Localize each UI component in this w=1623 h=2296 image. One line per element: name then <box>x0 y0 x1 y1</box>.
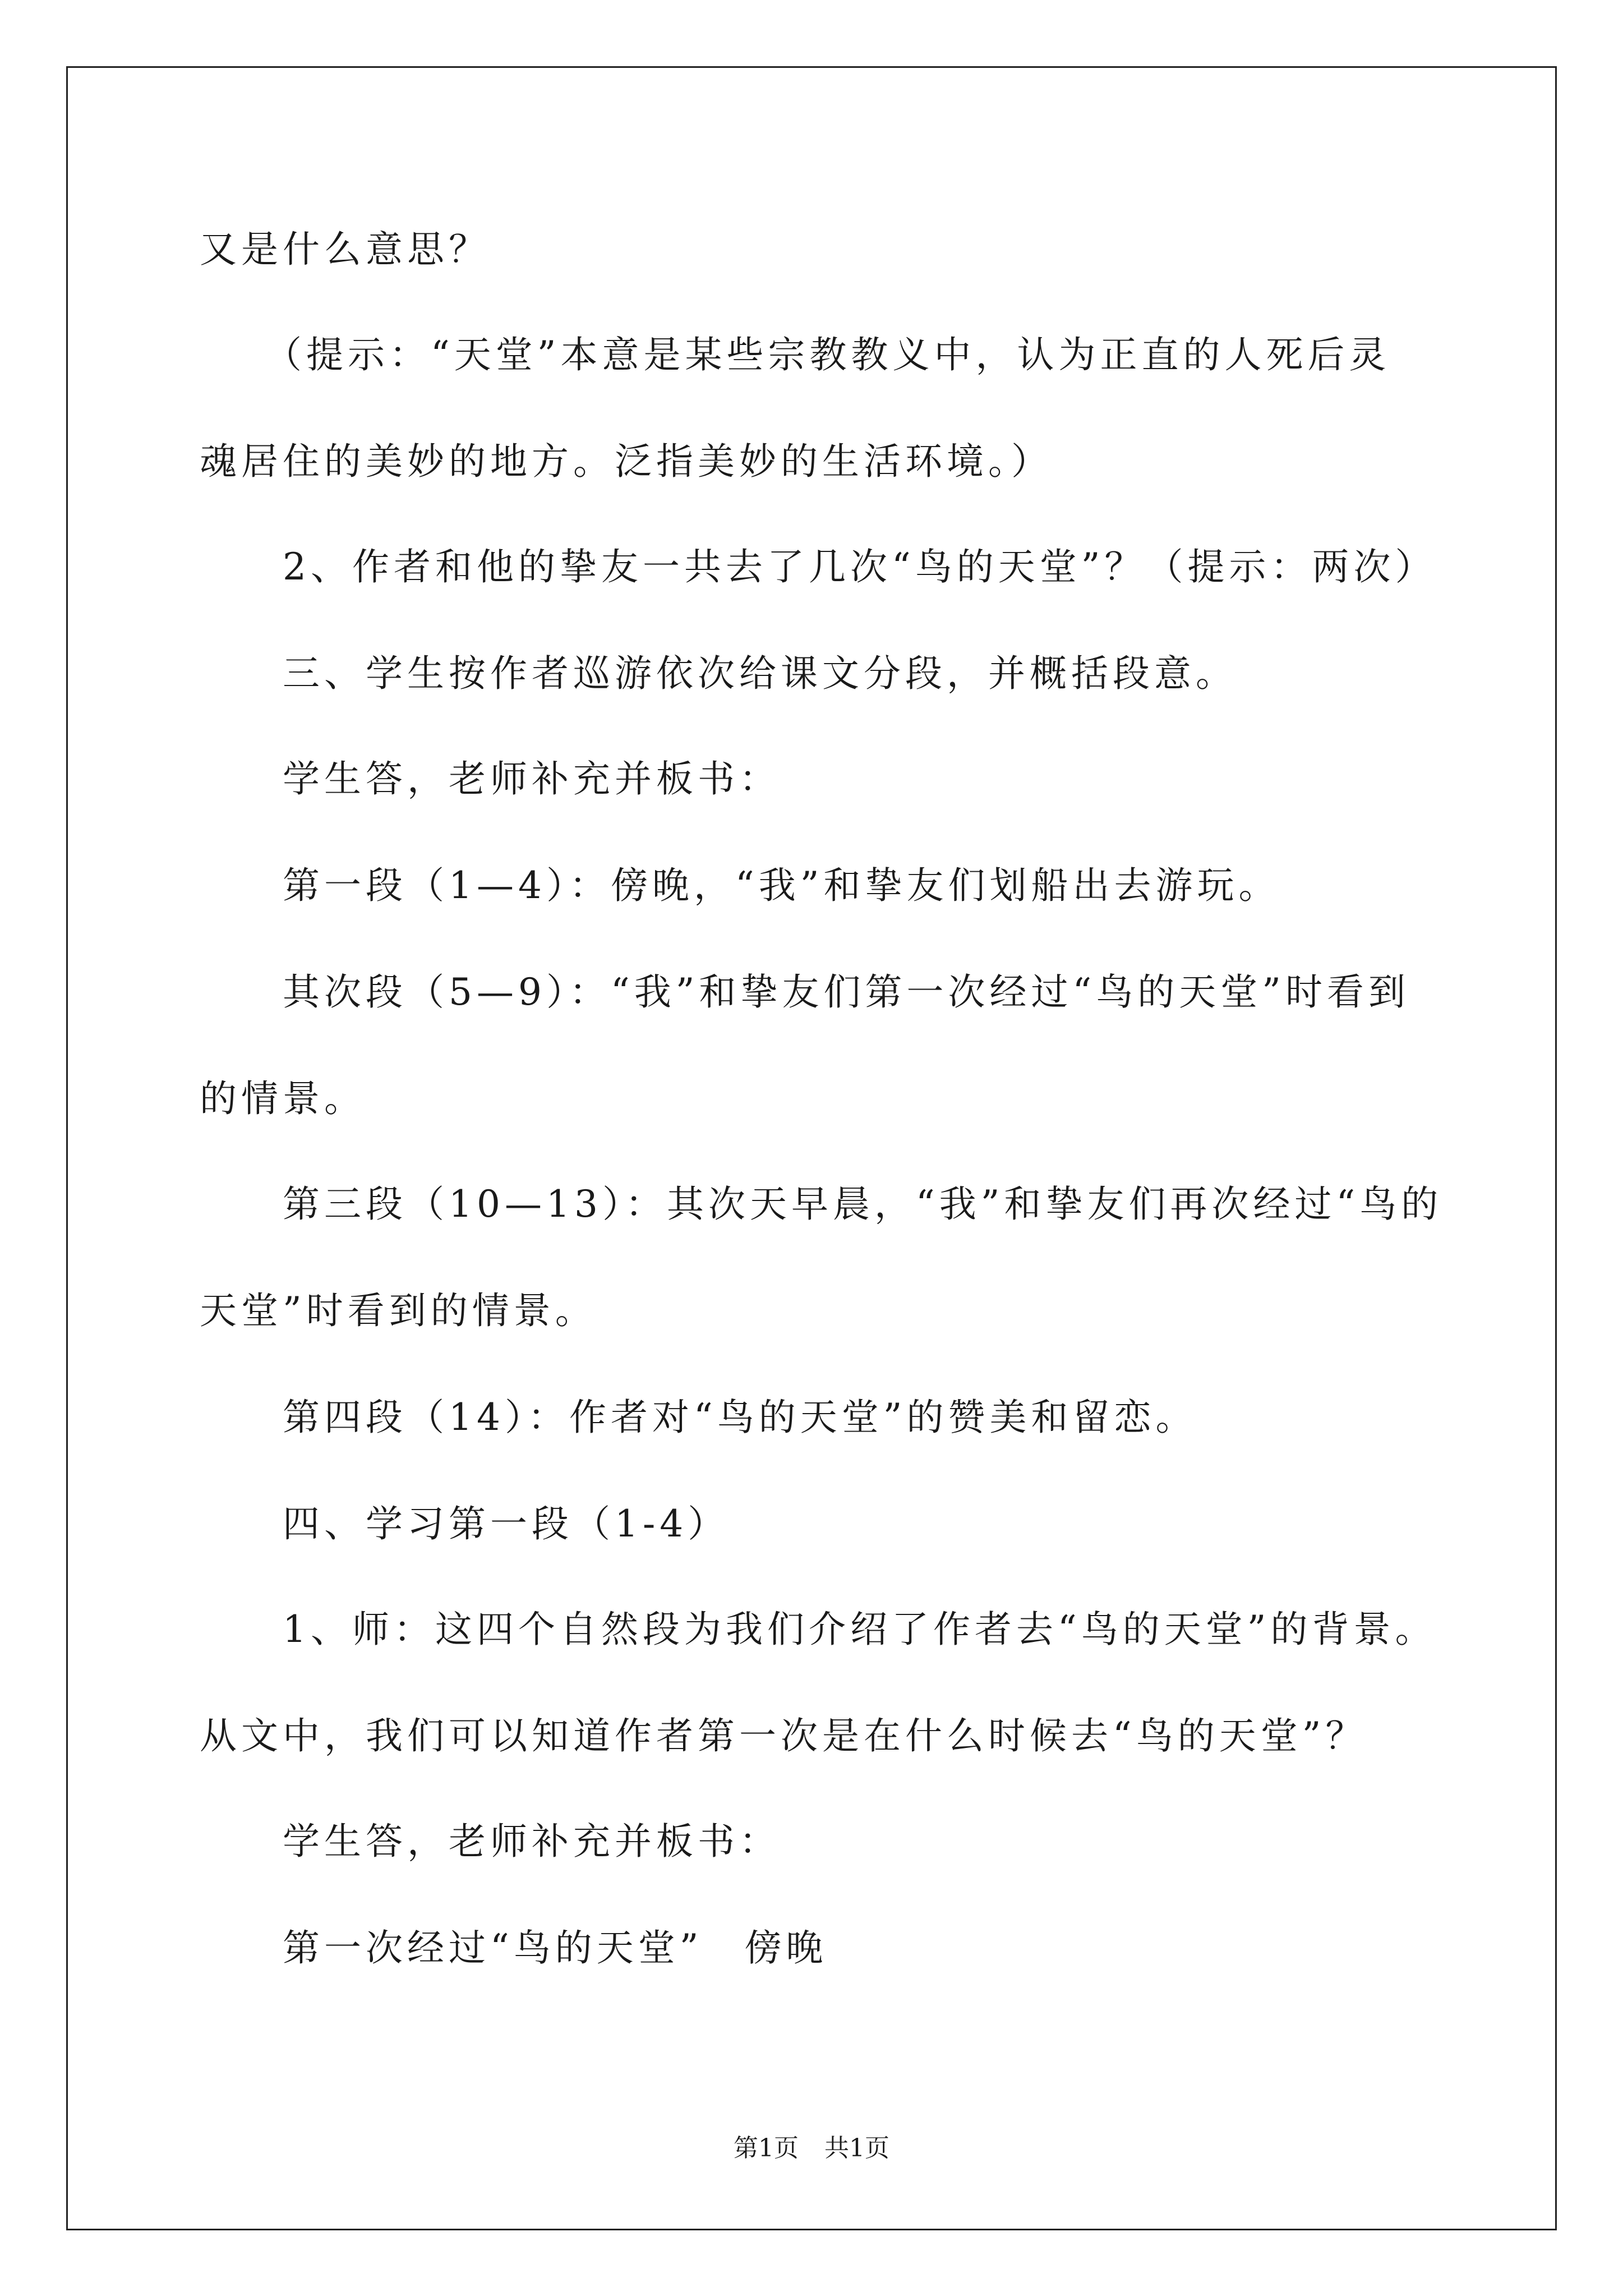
text-line-7: 第一段（1—4）：傍晚，“我”和挚友们划船出去游玩。 <box>283 864 1280 907</box>
text-line-3: 魂居住的美妙的地方。泛指美妙的生活环境。） <box>200 440 1053 483</box>
text-line-4: 2、作者和他的挚友一共去了几次“鸟的天堂”？（提示：两次） <box>283 545 1437 588</box>
text-line-17: 第一次经过“鸟的天堂” 傍晚 <box>283 1926 828 1970</box>
text-line-11: 天堂”时看到的情景。 <box>200 1289 597 1332</box>
text-line-2: （提示：“天堂”本意是某些宗教教义中，认为正直的人死后灵 <box>265 333 1391 376</box>
text-line-8: 其次段（5—9）：“我”和挚友们第一次经过“鸟的天堂”时看到 <box>283 970 1410 1014</box>
text-line-16: 学生答，老师补充并板书： <box>283 1820 781 1863</box>
page-total: 共1页 <box>824 2134 889 2162</box>
text-line-6: 学生答，老师补充并板书： <box>283 757 781 800</box>
page-footer <box>0 2136 1623 2161</box>
text-line-15: 从文中，我们可以知道作者第一次是在什么时候去“鸟的天堂”？ <box>200 1714 1367 1757</box>
text-line-14: 1、师：这四个自然段为我们介绍了作者去“鸟的天堂”的背景。 <box>283 1608 1437 1651</box>
text-line-12: 第四段（14）：作者对“鸟的天堂”的赞美和留恋。 <box>283 1396 1197 1439</box>
text-line-10: 第三段（10—13）：其次天早晨，“我”和挚友们再次经过“鸟的 <box>283 1182 1443 1226</box>
text-line-13: 四、学习第一段（1-4） <box>283 1502 730 1545</box>
page-border <box>66 66 1557 2230</box>
text-line-1: 又是什么意思？ <box>200 228 490 271</box>
text-line-5: 三、学生按作者巡游依次给课文分段，并概括段意。 <box>283 652 1237 695</box>
page-current: 第1页 <box>734 2134 799 2162</box>
text-line-9: 的情景。 <box>200 1077 366 1120</box>
